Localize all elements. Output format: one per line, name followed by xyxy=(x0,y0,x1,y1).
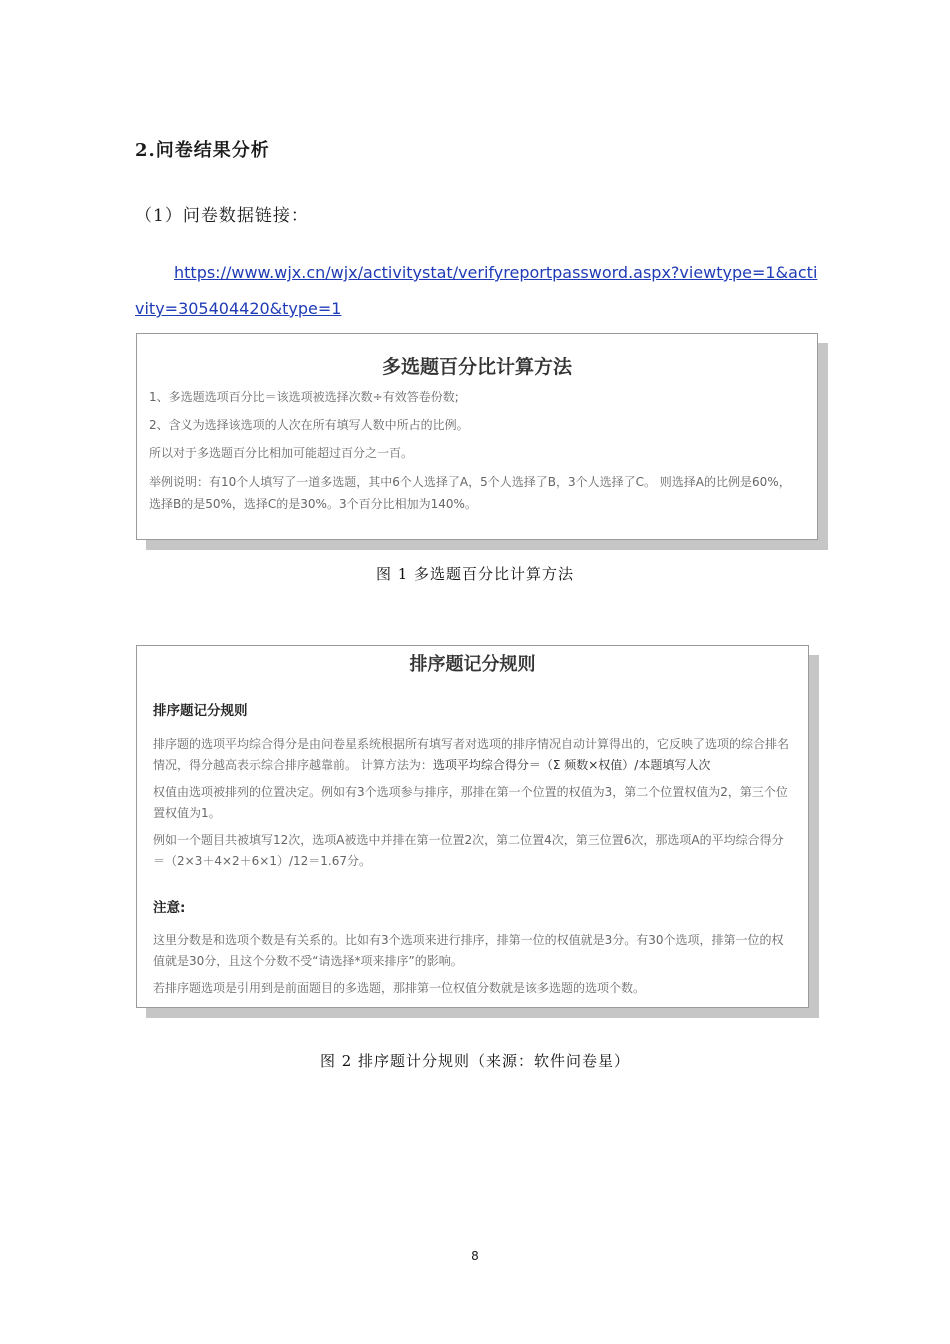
figure-2-line: 置权值为1。 xyxy=(153,806,221,820)
figure-1-line: 1、多选题选项百分比＝该选项被选择次数÷有效答卷份数; xyxy=(149,390,459,404)
figure-2-title: 排序题记分规则 xyxy=(409,654,536,675)
figure-2-line: 排序题的选项平均综合得分是由问卷星系统根据所有填写者对选项的排序情况自动计算得出的，它反映了选项的综合排名 xyxy=(153,737,790,751)
figure-1-line: 所以对于多选题百分比相加可能超过百分之一百。 xyxy=(149,446,414,460)
survey-data-link-line2[interactable]: vity=305404420&type=1 xyxy=(135,299,342,318)
figure-2-image xyxy=(136,645,809,1008)
figure-1-caption: 图 1 多选题百分比计算方法 xyxy=(375,565,575,583)
page-number: 8 xyxy=(471,1249,479,1263)
figure-2-line: 若排序题选项是引用到是前面题目的多选题，那排第一位权值分数就是该多选题的选项个数。 xyxy=(153,981,646,995)
figure-1-line: 举例说明：有10个人填写了一道多选题，其中6个人选择了A，5个人选择了B，3个人选择了C。 则选择A的比例是60%， xyxy=(149,475,791,489)
figure-2-note-title: 注意: xyxy=(153,900,186,916)
figure-2-line: ＝（2×3＋4×2＋6×1）/12＝1.67分。 xyxy=(153,854,372,868)
figure-1-image xyxy=(136,333,818,540)
figure-2-line: 值就是30分，且这个分数不受“请选择*项来排序”的影响。 xyxy=(153,954,463,968)
subsection-heading: （1）问卷数据链接： xyxy=(135,206,309,226)
figure-2-line xyxy=(153,756,710,773)
figure-1-line: 2、含义为选择该选项的人次在所有填写人数中所占的比例。 xyxy=(149,418,469,432)
section-heading: 2.问卷结果分析 xyxy=(135,140,270,161)
figure-1-title: 多选题百分比计算方法 xyxy=(381,356,572,378)
figure-2-formula: 选项平均综合得分＝（Σ 频数×权值）/本题填写人次 xyxy=(432,758,711,772)
figure-1-line: 选择B的是50%，选择C的是30%。3个百分比相加为140%。 xyxy=(149,497,477,511)
figure-2-text: 情况，得分越高表示综合排序越靠前。 计算方法为： xyxy=(153,758,433,772)
survey-data-link-line1[interactable]: https://www.wjx.cn/wjx/activitystat/verifyreportpassword.aspx?viewtype=1&acti xyxy=(174,263,818,282)
figure-2-caption: 图 2 排序题计分规则（来源：软件问卷星） xyxy=(319,1052,631,1070)
figure-2-line: 这里分数是和选项个数是有关系的。比如有3个选项来进行排序，排第一位的权值就是3分。有30个选项，排第一位的权 xyxy=(153,933,784,947)
figure-2-subtitle: 排序题记分规则 xyxy=(153,703,248,719)
figure-2-line: 例如一个题目共被填写12次，选项A被选中并排在第一位置2次，第二位置4次，第三位置6次，那选项A的平均综合得分 xyxy=(153,833,784,847)
figure-2-line: 权值由选项被排列的位置决定。例如有3个选项参与排序，那排在第一个位置的权值为3，第二个位置权值为2，第三个位 xyxy=(153,785,788,799)
